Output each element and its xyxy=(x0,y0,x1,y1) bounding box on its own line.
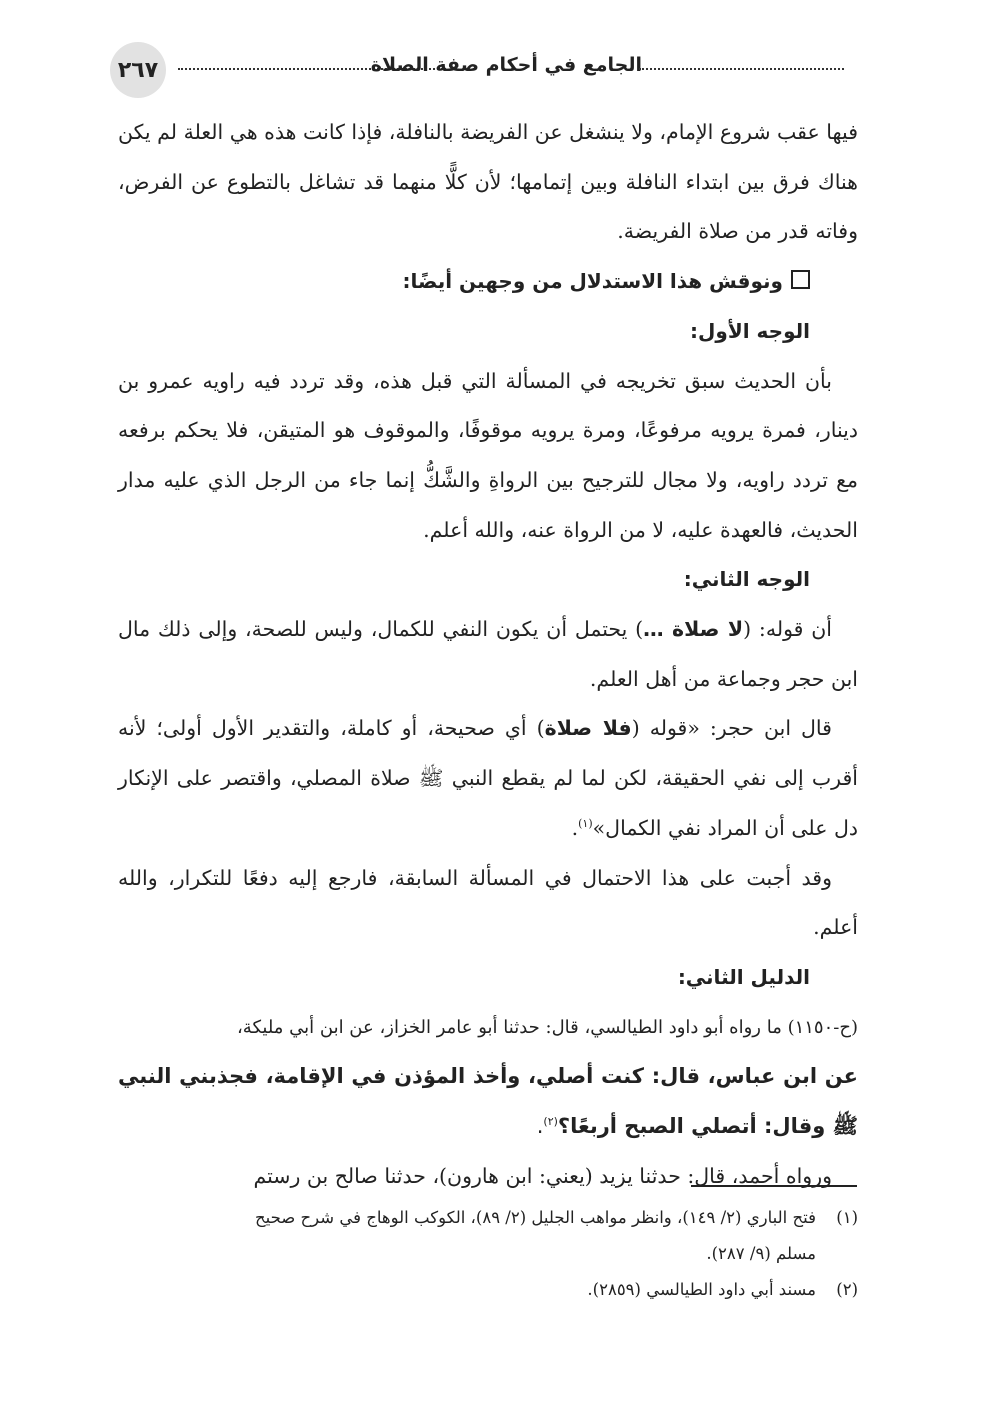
paragraph-3 xyxy=(118,605,858,704)
footnote-ref-2[interactable]: (٢) xyxy=(543,1115,558,1129)
p3-quoted-hadith: لا صلاة … xyxy=(643,617,744,642)
footnote-separator xyxy=(691,1185,857,1187)
footnote-2-mark: (٢) xyxy=(836,1280,858,1299)
p4-end: . xyxy=(571,815,579,840)
second-aspect-heading: الوجه الثاني: xyxy=(683,567,810,592)
footnote-1-text: فتح الباري (٢/ ١٤٩)، وانظر مواهب الجليل (٢/ ٨٩)، الكوكب الوهاج في شرح صحيح xyxy=(255,1208,816,1227)
paragraph-5: وقد أجبت على هذا الاحتمال في المسألة السابقة، فارجع إليه دفعًا للتكرار، والله أعلم. xyxy=(118,865,858,940)
p4-text-a: قال ابن حجر: «قوله ( xyxy=(631,716,832,741)
hadith-text xyxy=(118,1052,858,1151)
footnote-1-mark: (١) xyxy=(836,1208,858,1227)
main-text xyxy=(118,108,858,1201)
p3-text-a: أن قوله: ( xyxy=(743,617,832,642)
footnote-1 xyxy=(118,1200,858,1236)
hadith-end: . xyxy=(536,1114,544,1139)
footnote-2-text: مسند أبي داود الطيالسي (٢٨٥٩). xyxy=(587,1280,816,1299)
footnote-1-continuation: مسلم (٩/ ٢٨٧). xyxy=(706,1244,816,1263)
checkbox-square-icon xyxy=(791,270,810,289)
p4-quoted-hadith: فلا صلاة xyxy=(544,716,632,741)
paragraph-2: بأن الحديث سبق تخريجه في المسألة التي قبل هذه، وقد تردد فيه راويه عمرو بن دينار، فمرة يرويه مرفوعًا، ومرة يرويه موقوفًا، والموقوف هو المتيقن، فلا يحكم برفعه مع تردد راويه، ولا مجال للترجيح بين الرواةِ والشَّكُّ إنما جاء من الرجل الذي عليه مدار الحديث، فالعهدة عليه، لا من الرواة عنه، والله أعلم. xyxy=(118,368,858,542)
page-header xyxy=(110,40,844,98)
footnote-2 xyxy=(118,1272,858,1308)
footnote-ref-1[interactable]: (١) xyxy=(578,817,593,831)
paragraph-1: فيها عقب شروع الإمام، ولا ينشغل عن الفريضة بالنافلة، فإذا كانت هذه هي العلة لم يكن هناك فرق بين ابتداء النافلة وبين إتمامها؛ لأن كلًّا منهما قد تشاغل بالتطوع عن الفرض، وفاته قدر من صلاة الفريضة. xyxy=(118,120,858,244)
p3-text-b: ) يحتمل أن يكون النفي للكمال، وليس للصحة، وإلى ذلك مال ابن حجر وجماعة من أهل العلم. xyxy=(118,617,858,691)
paragraph-4 xyxy=(118,704,858,853)
hadith-bold-text: عن ابن عباس، قال: كنت أصلي، وأخذ المؤذن في الإقامة، فجذبني النبي ﷺ وقال: أتصلي الصبح أربعًا؟ xyxy=(118,1064,858,1139)
footnotes xyxy=(118,1200,858,1308)
header-dotted-leader-right xyxy=(639,68,844,70)
running-title: الجامع في أحكام صفة الصلاة xyxy=(370,54,642,76)
discussion-heading xyxy=(118,257,858,307)
p4-text-b: ) أي صحيحة، أو كاملة، والتقدير الأول أولى؛ لأنه أقرب إلى نفي الحقيقة، لكن لما لم يقطع النبي ﷺ صلاة المصلي، واقتصر على الإنكار دل على أن المراد نفي الكمال» xyxy=(118,716,858,840)
paragraph-8: ورواه أحمد، قال: حدثنا يزيد (يعني: ابن هارون)، حدثنا صالح بن رستم xyxy=(253,1163,832,1188)
discussion-heading-label: ونوقش هذا الاستدلال من وجهين أيضًا: xyxy=(402,269,783,294)
paragraph-6: (ح-١١٥٠) ما رواه أبو داود الطيالسي، قال: حدثنا أبو عامر الخزاز، عن ابن أبي مليكة، xyxy=(236,1016,858,1038)
first-aspect-heading: الوجه الأول: xyxy=(690,318,810,343)
page-number: ٢٦٧ xyxy=(110,42,166,98)
second-evidence-heading: الدليل الثاني: xyxy=(677,964,810,989)
